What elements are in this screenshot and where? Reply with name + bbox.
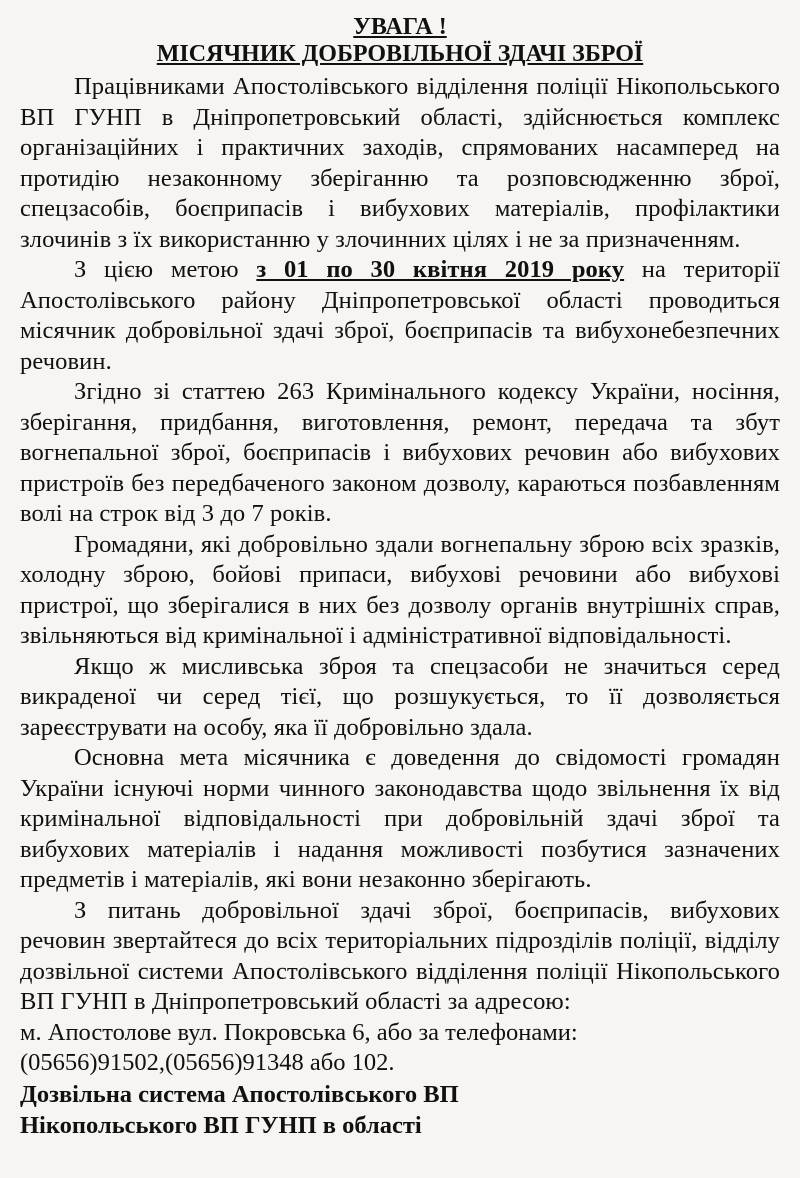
- paragraph-criminal-code: Згідно зі статтею 263 Кримінального кодексу України, носіння, зберігання, придбання, виготовлення, ремонт, передача та збут вогнепальної зброї, боєприпасів і вибухових речовин або вибухових пристроїв без передбаченого законом дозволу, караються позбавленням волі на строк від 3 до 7 років.: [20, 378, 780, 527]
- paragraph-main-goal: Основна мета місячника є доведення до свідомості громадян України існуючі норми чинного законодавства щодо звільнення їх від кримінальної відповідальності при добровільній здачі зброї та вибухових матеріалів і надання можливості позбутися зазначених предметів і матеріалів, які вони незаконно зберігають.: [20, 744, 780, 893]
- period-lead-text: З цією метою: [74, 256, 257, 283]
- period-dates: з 01 по 30 квітня 2019 року: [256, 256, 625, 283]
- paragraph-voluntary-surrender: Громадяни, які добровільно здали вогнепальну зброю всіх зразків, холодну зброю, бойові припаси, вибухові речовини або вибухові пристрої, що зберігалися в них без дозволу органів внутрішніх справ, звільняються від кримінальної і адміністративної відповідальності.: [20, 530, 780, 649]
- paragraph-hunting-weapons: Якщо ж мисливська зброя та спецзасоби не значиться серед викраденої чи серед тієї, що розшукується, то її дозволяється зареєструвати на особу, яка її добровільно здала.: [20, 652, 780, 741]
- period-trail-text: на території Апостолівського району Дніпропетровської області проводиться місячник добровільної здачі зброї, боєприпасів та вибухонебезпечних речовин.: [20, 256, 780, 375]
- signature-line-2: Нікопольського ВП ГУНП в області: [20, 1111, 422, 1139]
- paragraph-contacts: З питань добровільної здачі зброї, боєприпасів, вибухових речовин звертайтеся до всіх територіальних підрозділів поліції, відділу дозвільної системи Апостолівського відділення поліції Нікопольського ВП ГУНП в Дніпропетровський області за адресою:: [20, 896, 780, 1015]
- title-attention: УВАГА !: [353, 14, 447, 40]
- paragraph-intro: Працівниками Апостолівського відділення поліції Нікопольського ВП ГУНП в Дніпропетровський області, здійснюється комплекс організаційних і практичних заходів, спрямованих насамперед на протидію незаконному зберіганню та розповсюдженню зброї, спецзасобів, боєприпасів і вибухових матеріалів, профілактики злочинів з їх використанню у злочинних цілях і не за призначенням.: [20, 73, 780, 253]
- paragraph-period: [20, 255, 780, 377]
- signature-line-1: Дозвільна система Апостолівського ВП: [20, 1080, 459, 1108]
- phone-numbers: (05656)91502,(05656)91348 або 102.: [20, 1049, 395, 1076]
- address-line: м. Апостолове вул. Покровська 6, або за телефонами:: [20, 1018, 578, 1046]
- title-campaign: МІСЯЧНИК ДОБРОВІЛЬНОЇ ЗДАЧІ ЗБРОЇ: [156, 41, 644, 67]
